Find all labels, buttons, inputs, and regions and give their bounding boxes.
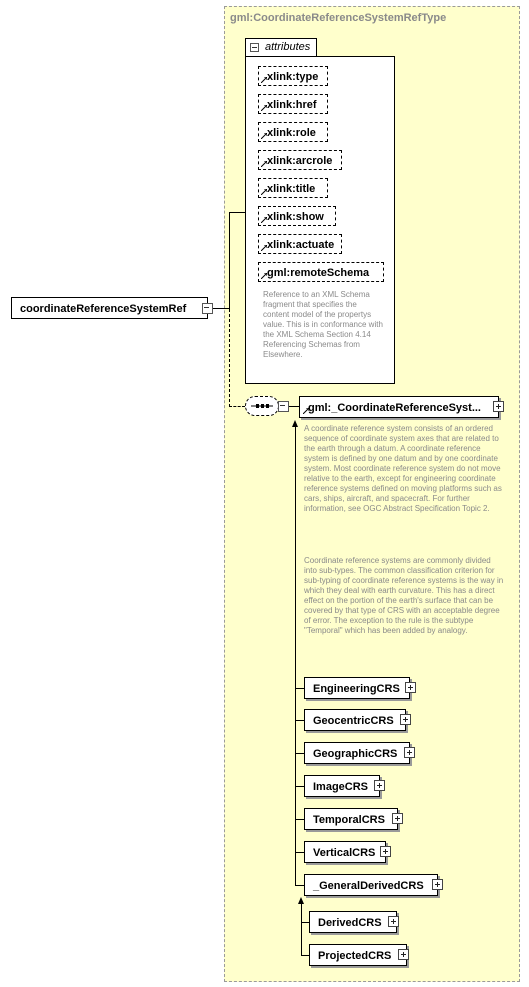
remote-schema-description: Reference to an XML Schema fragment that specifies the content model of the propertys value. This is in conformance with the XML Schema Section 4.14 Referencing Schemas from Elsewhere. [263, 290, 383, 359]
element-label: VerticalCRS [313, 847, 376, 859]
connector [295, 426, 296, 886]
connector [213, 308, 229, 309]
element-label: _GeneralDerivedCRS [313, 880, 424, 892]
substitute-general-derived-crs[interactable] [304, 874, 438, 896]
attribute-label: xlink:type [267, 71, 319, 83]
connector [229, 406, 245, 407]
reference-arrow-icon [261, 217, 267, 223]
substitute-derived-crs[interactable] [309, 911, 397, 933]
reference-arrow-icon [261, 77, 267, 83]
reference-arrow-icon [261, 105, 267, 111]
expand-icon[interactable] [493, 401, 504, 412]
attribute-label: gml:remoteSchema [267, 267, 370, 279]
attribute-label: xlink:actuate [267, 239, 335, 251]
attribute-label: xlink:role [267, 127, 316, 139]
attribute-xlink-arcrole[interactable] [258, 150, 342, 170]
connector [295, 885, 304, 886]
expand-icon[interactable] [380, 846, 391, 857]
substitute-vertical-crs[interactable] [304, 841, 386, 863]
connector [295, 720, 304, 721]
abstract-crs-description: A coordinate reference system consists of an ordered sequence of coordinate system axes that are related to the earth through a datum. A coordinate reference system is defined by one datum and by one coordinate system. Most coordinate reference system do not move relative to the earth, except for engineering coordinate reference systems defined on moving platforms such as cars, ships, aircraft, and spacecraft. For further information, see OGC Abstract Specification Topic 2. [304, 424, 502, 513]
element-label: ProjectedCRS [318, 950, 392, 962]
substitute-temporal-crs[interactable] [304, 808, 398, 830]
reference-arrow-icon [261, 245, 267, 251]
attribute-gml-remote-schema[interactable] [258, 262, 384, 282]
substitute-image-crs[interactable] [304, 775, 380, 797]
collapse-icon[interactable] [250, 43, 259, 52]
connector [229, 212, 245, 213]
element-label: DerivedCRS [318, 917, 382, 929]
attribute-label: xlink:href [267, 99, 317, 111]
expand-icon[interactable] [398, 949, 409, 960]
expand-icon[interactable] [400, 714, 411, 725]
expand-icon[interactable] [388, 916, 399, 927]
attributes-label: attributes [265, 41, 311, 53]
sequence-icon [246, 397, 278, 415]
abstract-crs-element[interactable] [299, 396, 499, 418]
substitute-geographic-crs[interactable] [304, 742, 410, 764]
attribute-xlink-show[interactable] [258, 206, 336, 226]
abstract-crs-description-2: Coordinate reference systems are commonly divided into sub-types. The common classification criterion for sub-typing of coordinate reference systems is the way in which they deal with earth curvature. This has a direct effect on the portion of the earth's surface that can be covered by that type of CRS with an acceptable degree of error. The exception to the rule is the subtype "Temporal" which has been added by analogy. [304, 556, 504, 635]
connector [301, 903, 302, 956]
reference-arrow-icon [261, 273, 267, 279]
substitute-projected-crs[interactable] [309, 944, 407, 966]
connector [289, 406, 299, 407]
reference-arrow-icon [261, 133, 267, 139]
element-label: GeographicCRS [313, 748, 398, 760]
element-label: TemporalCRS [313, 814, 385, 826]
reference-arrow-icon [261, 161, 267, 167]
attribute-xlink-type[interactable] [258, 66, 328, 86]
element-label: EngineeringCRS [313, 683, 400, 695]
attribute-xlink-href[interactable] [258, 94, 328, 114]
expand-icon[interactable] [374, 780, 385, 791]
expand-icon[interactable] [432, 879, 443, 890]
reference-arrow-icon [303, 408, 309, 414]
reference-arrow-icon [261, 189, 267, 195]
connector [295, 819, 304, 820]
attribute-label: xlink:title [267, 183, 316, 195]
expand-icon[interactable] [405, 682, 416, 693]
attribute-label: xlink:arcrole [267, 155, 333, 167]
attribute-xlink-title[interactable] [258, 178, 328, 198]
connector [229, 309, 230, 407]
attribute-label: xlink:show [267, 211, 324, 223]
substitute-engineering-crs[interactable] [304, 677, 410, 699]
element-label: gml:_CoordinateReferenceSyst... [308, 402, 481, 414]
connector [229, 212, 230, 309]
connector [295, 688, 304, 689]
connector [301, 922, 309, 923]
attribute-xlink-actuate[interactable] [258, 234, 342, 254]
connector [295, 852, 304, 853]
connector [301, 955, 309, 956]
collapse-icon[interactable] [278, 401, 289, 412]
element-label: GeocentricCRS [313, 715, 394, 727]
attribute-xlink-role[interactable] [258, 122, 328, 142]
expand-icon[interactable] [404, 747, 415, 758]
root-element-label: coordinateReferenceSystemRef [20, 303, 187, 315]
collapse-icon[interactable] [202, 303, 213, 314]
connector [295, 786, 304, 787]
element-label: ImageCRS [313, 781, 369, 793]
substitute-geocentric-crs[interactable] [304, 709, 406, 731]
root-element[interactable] [11, 297, 208, 319]
type-name: gml:CoordinateReferenceSystemRefType [230, 12, 447, 24]
sequence-compositor[interactable] [245, 396, 279, 416]
expand-icon[interactable] [392, 813, 403, 824]
connector [295, 753, 304, 754]
